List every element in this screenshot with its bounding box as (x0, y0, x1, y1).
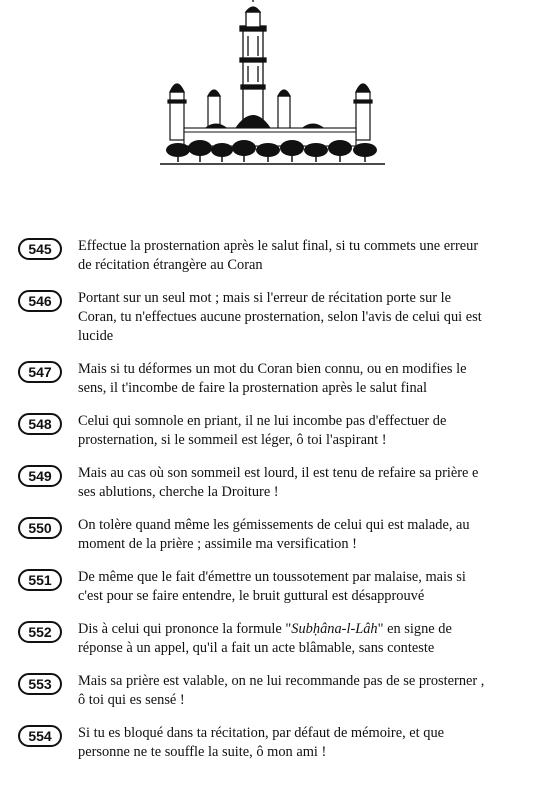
verse-text (78, 672, 543, 710)
verse-549 (18, 464, 543, 502)
verse-552 (18, 620, 543, 658)
verse-line: On tolère quand même les gémissements de celui qui est malade, au (78, 517, 470, 533)
verse-554 (18, 724, 543, 762)
verse-number: 549 (18, 465, 62, 487)
mosque-illustration (160, 0, 385, 175)
verse-number: 554 (18, 725, 62, 747)
verse-text (78, 360, 543, 398)
verse-line: réponse à un appel, qu'il a fait un acte blâmable, sans conteste (78, 640, 435, 656)
verse-545 (18, 237, 543, 275)
verse-number: 550 (18, 517, 62, 539)
verse-line: de récitation étrangère au Coran (78, 257, 263, 273)
verse-line: personne ne te souffle la suite, ô mon ami ! (78, 744, 327, 760)
verse-text (78, 568, 543, 606)
verse-line: De même que le fait d'émettre un toussotement par malaise, mais si (78, 569, 466, 585)
verse-551 (18, 568, 543, 606)
verse-line: Effectue la prosternation après le salut final, si tu commets une erreur (78, 238, 479, 254)
verse-line-prefix: Dis à celui qui prononce la formule " (78, 621, 292, 637)
verse-number: 547 (18, 361, 62, 383)
verse-line: Si tu es bloqué dans ta récitation, par défaut de mémoire, et que (78, 725, 445, 741)
verse-548 (18, 412, 543, 450)
verse-text (78, 516, 543, 554)
verse-line: Mais si tu déformes un mot du Coran bien connu, ou en modifies le (78, 361, 467, 377)
verse-line: lucide (78, 328, 114, 344)
verse-line (78, 620, 543, 639)
verse-line: prosternation, si le sommeil est léger, ô toi l'aspirant ! (78, 432, 387, 448)
verse-number: 545 (18, 238, 62, 260)
verse-line: Portant sur un seul mot ; mais si l'erreur de récitation porte sur le (78, 290, 452, 306)
verse-text (78, 724, 543, 762)
verse-text (78, 237, 543, 275)
verse-number: 551 (18, 569, 62, 591)
verse-number: 552 (18, 621, 62, 643)
central-minaret (240, 0, 266, 130)
verse-text (78, 412, 543, 450)
verse-line: Mais sa prière est valable, on ne lui recommande pas de se prosterner , (78, 673, 485, 689)
verse-number: 548 (18, 413, 62, 435)
formula-text: Subḥâna-l-Lâh (291, 621, 378, 637)
verse-546 (18, 289, 543, 346)
verse-text (78, 620, 543, 658)
verse-550 (18, 516, 543, 554)
verse-553 (18, 672, 543, 710)
verse-line-suffix: " en signe de (377, 621, 452, 637)
verse-number: 546 (18, 290, 62, 312)
verse-line: Mais au cas où son sommeil est lourd, il est tenu de refaire sa prière e (78, 465, 479, 481)
verse-line: ses ablutions, cherche la Droiture ! (78, 484, 279, 500)
verse-line: c'est pour se faire entendre, le bruit guttural est désapprouvé (78, 588, 425, 604)
verse-line: sens, il t'incombe de faire la prosternation après le salut final (78, 380, 428, 396)
verse-list (18, 237, 543, 776)
verse-text (78, 289, 543, 346)
verse-number: 553 (18, 673, 62, 695)
verse-line: moment de la prière ; assimile ma versification ! (78, 536, 357, 552)
verse-line: ô toi qui es sensé ! (78, 692, 185, 708)
verse-547 (18, 360, 543, 398)
verse-text (78, 464, 543, 502)
verse-line: Celui qui somnole en priant, il ne lui incombe pas d'effectuer de (78, 413, 447, 429)
verse-line: Coran, tu n'effectues aucune prosternation, selon l'avis de celui qui est (78, 309, 482, 325)
